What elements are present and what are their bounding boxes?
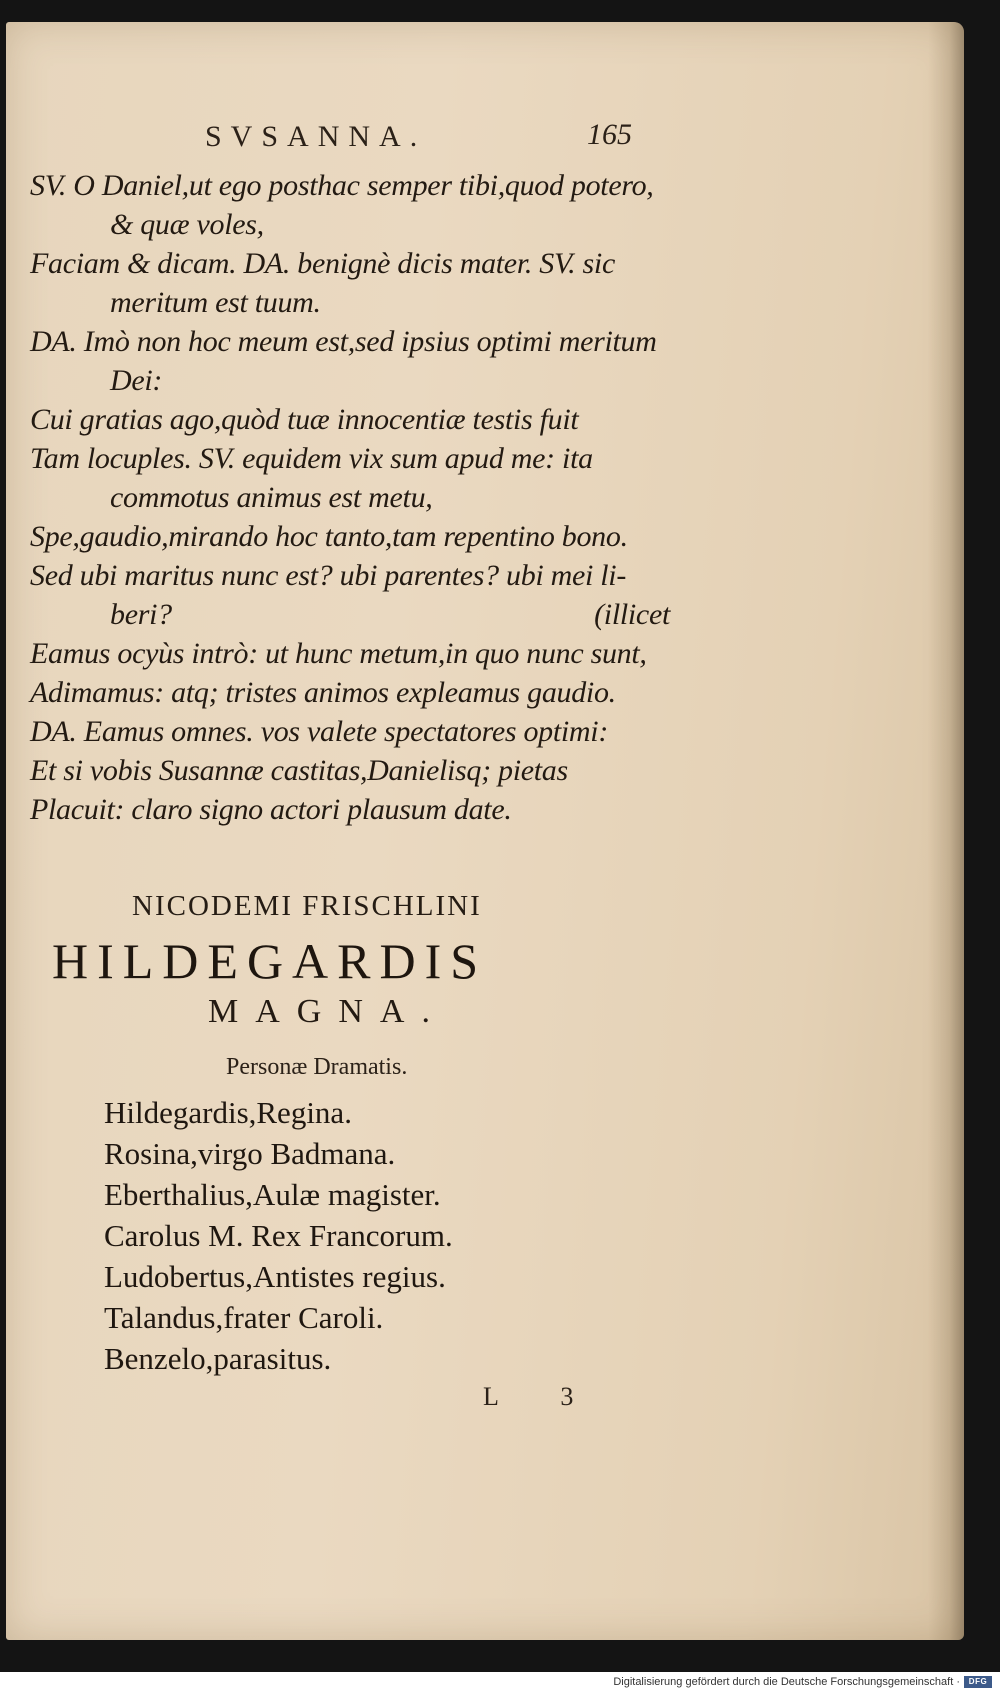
verse-line: [30, 634, 680, 673]
verse-line: [30, 595, 680, 634]
personae-heading: Personæ Dramatis.: [226, 1054, 408, 1080]
persona-item: Ludobertus,Antistes regius.: [104, 1259, 446, 1294]
verse-text: & quæ voles,: [110, 208, 264, 241]
verse-block: [30, 166, 680, 829]
verse-line: [30, 556, 680, 595]
page-edge-shadow: [928, 22, 964, 1640]
work-title: HILDEGARDIS: [52, 933, 488, 989]
verse-line: [30, 283, 680, 322]
verse-text: Dei:: [110, 364, 163, 397]
work-subtitle: MAGNA.: [208, 993, 447, 1030]
verse-text: meritum est tuum.: [110, 286, 321, 319]
author-heading: NICODEMI FRISCHLINI: [132, 890, 482, 922]
verse-text: Et si vobis Susannæ castitas,Danielisq; pietas: [30, 754, 568, 787]
verse-text: commotus animus est metu,: [110, 481, 433, 514]
persona-item: Eberthalius,Aulæ magister.: [104, 1177, 441, 1212]
verse-line: [30, 517, 680, 556]
verse-catchword: (illicet: [594, 598, 670, 631]
verse-text: Cui gratias ago,quòd tuæ innocentiæ testis fuit: [30, 403, 579, 436]
signature-mark: L 3: [483, 1382, 602, 1411]
verse-text: Faciam & dicam. DA. benignè dicis mater. SV. sic: [30, 247, 615, 280]
verse-text: Sed ubi maritus nunc est? ubi parentes? ubi mei li-: [30, 559, 627, 592]
verse-line: [30, 400, 680, 439]
verse-text: Tam locuples. SV. equidem vix sum apud me: ita: [30, 442, 593, 475]
persona-item: Hildegardis,Regina.: [104, 1095, 352, 1130]
persona-item: Carolus M. Rex Francorum.: [104, 1218, 453, 1253]
persona-item: Rosina,virgo Badmana.: [104, 1136, 396, 1171]
verse-line: [30, 439, 680, 478]
verse-line: [30, 322, 680, 361]
verse-text: beri?: [110, 598, 172, 631]
verse-text: SV. O Daniel,ut ego posthac semper tibi,quod potero,: [30, 169, 654, 202]
personae-list: [104, 1092, 453, 1379]
verse-text: Eamus ocyùs intrò: ut hunc metum,in quo nunc sunt,: [30, 637, 647, 670]
dfg-logo: DFG: [964, 1676, 992, 1688]
verse-line: [30, 166, 680, 205]
verse-text: Placuit: claro signo actori plausum date.: [30, 793, 512, 826]
running-head-title: SVSANNA.: [205, 120, 427, 153]
verse-text: Spe,gaudio,mirando hoc tanto,tam repentino bono.: [30, 520, 628, 553]
verse-line: [30, 712, 680, 751]
verse-text: Adimamus: atq; tristes animos expleamus gaudio.: [30, 676, 616, 709]
footer-credit: Digitalisierung gefördert durch die Deutsche Forschungsgemeinschaft ·: [613, 1676, 960, 1688]
verse-line: [30, 790, 680, 829]
verse-text: DA. Eamus omnes. vos valete spectatores optimi:: [30, 715, 609, 748]
verse-line: [30, 205, 680, 244]
verse-line: [30, 751, 680, 790]
persona-item: Benzelo,parasitus.: [104, 1341, 332, 1376]
verse-line: [30, 478, 680, 517]
persona-item: Talandus,frater Caroli.: [104, 1300, 384, 1335]
verse-line: [30, 361, 680, 400]
footer-bar: [0, 1672, 1000, 1693]
verse-line: [30, 244, 680, 283]
verse-text: DA. Imò non hoc meum est,sed ipsius optimi meritum: [30, 325, 657, 358]
page-number: 165: [587, 118, 632, 151]
verse-line: [30, 673, 680, 712]
